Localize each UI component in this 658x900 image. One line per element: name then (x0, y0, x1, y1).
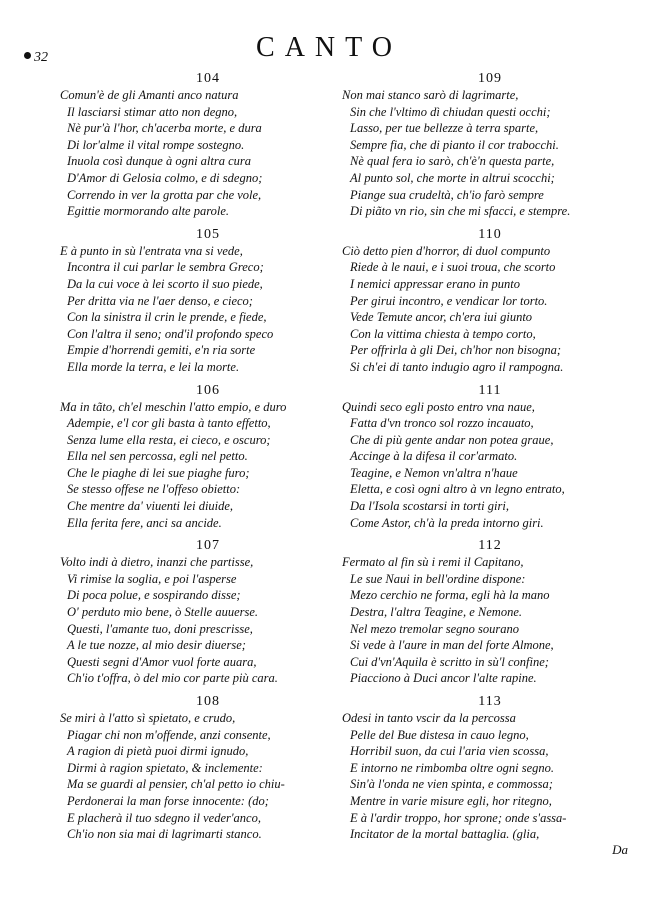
verse-line: Che mentre da' viuenti lei diuide, (67, 499, 234, 514)
verse-line: Di lor'alme il vital rompe sostegno. (67, 137, 245, 152)
catchword: Da (612, 842, 628, 857)
verse-line: E à l'ardir troppo, hor sprone; onde s'assa- (350, 810, 567, 825)
verse-line: Piagar chi non m'offende, anzi consente, (67, 727, 271, 742)
stanza (60, 537, 356, 687)
verse-line: Odesi in tanto vscir da la percossa (342, 711, 516, 725)
verse-line: Comun'è de gli Amanti anco natura (60, 88, 239, 102)
verse-line: O' perduto mio bene, ò Stelle auuerse. (67, 605, 259, 620)
verse-line: Questi, l'amante tuo, doni prescrisse, (67, 621, 253, 636)
verse-line: Vi rimise la soglia, e poi l'asperse (67, 571, 237, 586)
verse-line: Al punto sol, che morte in altrui scocchi; (350, 170, 555, 185)
verse-line: Ella ferita fere, anci sa ancide. (67, 515, 222, 530)
verse-line: Nel mezo tremolar segno sourano (350, 621, 519, 636)
verse-line: A le tue nozze, al mio desir diuerse; (67, 638, 246, 653)
verse-line: Si ch'ei di tanto indugio agro il rampogna. (350, 359, 564, 374)
stanza-number: 113 (478, 694, 502, 709)
verse-line: Incitator de la mortal battaglia. (glia, (350, 827, 540, 842)
verse-line: Horribil suon, da cui l'aria vien scossa, (350, 744, 549, 759)
verse-line: Perdonerai la man forse innocente: (do; (67, 793, 269, 808)
verse-line: E à punto in sù l'entrata vna si vede, (60, 243, 243, 258)
verse-line: Questi segni d'Amor vuol forte auara, (67, 654, 257, 669)
verse-line: Inuola così dunque à ogni altra cura (67, 154, 252, 169)
verse-line: Non mai stanco sarò di lagrimarte, (342, 88, 519, 102)
verse-line: Se miri à l'atto sì spietato, e crudo, (60, 711, 236, 725)
stanza-number: 108 (196, 694, 220, 709)
verse-line: Con la sinistra il crin le prende, e fiede, (67, 310, 267, 325)
verse-line: Per offrirla à gli Dei, ch'hor non bisogna; (350, 343, 561, 358)
verse-line: Dirmi à ragion spietato, & inclemente: (67, 760, 263, 775)
verse-line: Per dritta via ne l'aer denso, e cieco; (67, 293, 253, 308)
verse-line: Sempre fia, che di pianto il cor trabocchi. (350, 137, 559, 152)
stanza-number: 105 (196, 226, 220, 242)
verse-line: Come Astor, ch'à la preda intorno giri. (350, 515, 544, 530)
verse-line: Lasso, per tue bellezze à terra sparte, (350, 121, 539, 136)
verse-line: Pelle del Bue distesa in cauo legno, (350, 727, 529, 742)
verse-line: Teagine, e Nemon vn'altra n'haue (350, 465, 518, 480)
stanza (60, 226, 356, 376)
stanza (342, 693, 638, 843)
verse-line: Accinge à la difesa il cor'armato. (350, 449, 518, 464)
right-column (342, 70, 638, 843)
verse-line: D'Amor di Gelosia colmo, e di sdegno; (67, 170, 263, 185)
verse-line: Nè pur'à l'hor, ch'acerba morte, e dura (67, 121, 262, 136)
verse-line: Il lasciarsi stimar atto non degno, (67, 104, 238, 119)
verse-line: Riede à le naui, e i suoi troua, che scorto (350, 260, 556, 275)
verse-line: Cui d'vn'Aquila è scritto in sù'l confine; (350, 654, 549, 669)
verse-line: Ella nel sen percossa, egli nel petto. (67, 449, 248, 464)
stanza-number: 106 (196, 382, 220, 398)
verse-line: E placherà il tuo sdegno il veder'anco, (67, 810, 261, 825)
verse-line: Sin che l'vltimo dì chiudan questi occhi; (350, 104, 551, 119)
verse-line: Che di più gente andar non potea graue, (350, 432, 554, 447)
verse-line: Da la cui voce à lei scorto il suo piede, (67, 276, 263, 291)
stanza-number: 109 (478, 71, 502, 86)
verse-line: Piange sua crudeltà, ch'io farò sempre (350, 187, 544, 202)
verse-line: Per girui incontro, e vendicar lor torto. (350, 293, 548, 308)
stanza-number: 104 (196, 71, 220, 86)
verse-line: Vede Temute ancor, ch'era iui giunto (350, 310, 533, 325)
verse-line: Che le piaghe di lei sue piaghe furo; (67, 465, 250, 480)
verse-line: Correndo in ver la grotta par che vole, (67, 187, 262, 202)
stanza-number: 110 (478, 226, 502, 242)
verse-line: Eletta, e così ogni altro à vn legno entrato, (350, 482, 565, 497)
stanza (60, 693, 356, 843)
verse-line: Egittie mormorando alte parole. (67, 204, 230, 219)
verse-line: Nè qual fera io sarò, ch'è'n questa parte, (350, 154, 555, 169)
verse-line: Empie d'horrendi gemiti, e'n ria sorte (67, 343, 256, 358)
stanza (60, 70, 356, 220)
verse-line: I nemici appressar erano in punto (350, 276, 521, 291)
stanza (342, 226, 638, 376)
stanza (342, 382, 638, 532)
stanza (342, 70, 638, 220)
stanza (60, 382, 356, 532)
verse-line: Adempie, e'l cor gli basta à tanto effetto, (67, 416, 271, 431)
verse-line: Destra, l'altra Teagine, e Nemone. (350, 605, 522, 620)
stanza-number: 112 (478, 538, 502, 554)
running-head: CANTO (256, 32, 402, 63)
verse-line: Si vede à l'aure in man del forte Almone, (350, 638, 554, 653)
verse-line: Ma in tãto, ch'el meschin l'atto empio, e duro (60, 399, 287, 414)
verse-line: Piacciono à Duci ancor l'alte rapine. (350, 671, 537, 686)
verse-line: A ragion di pietà puoi dirmi ignudo, (67, 744, 249, 759)
page-number: 32 (24, 50, 48, 66)
verse-line: Fatta d'vn tronco sol rozzo incauato, (350, 416, 534, 431)
verse-line: Con la vittima chiesta à tempo corto, (350, 326, 536, 341)
stanza-number: 111 (478, 382, 502, 398)
verse-line: Sin'à l'onda ne vien spinta, e commossa; (350, 777, 553, 792)
verse-line: Mentre in varie misure egli, hor ritegno, (350, 793, 552, 808)
verse-line: Con l'altra il seno; ond'il profondo speco (67, 326, 274, 341)
verse-line: Ciò detto pien d'horror, di duol compunto (342, 243, 551, 258)
stanza-number: 107 (196, 538, 220, 554)
verse-line: Incontra il cui parlar le sembra Greco; (67, 260, 264, 275)
verse-line: Di piãto vn rio, sin che mi sfacci, e stempre. (350, 204, 571, 219)
left-column (60, 70, 356, 843)
verse-line: Ch'io t'offra, ò del mio cor parte più cara. (67, 671, 278, 686)
verse-line: Mezo cerchio ne forma, egli hà la mano (350, 588, 550, 603)
verse-line: Senza lume ella resta, ei cieco, e oscuro; (67, 432, 271, 447)
verse-line: Fermato al fin sù i remi il Capitano, (342, 555, 524, 570)
verse-line: Ma se guardi al pensier, ch'al petto io chiu- (67, 777, 285, 792)
verse-line: Ch'io non sia mai di lagrimarti stanco. (67, 827, 262, 842)
verse-line: Ella morde la terra, e lei la morte. (67, 359, 240, 374)
verse-line: E intorno ne rimbomba oltre ogni segno. (350, 760, 555, 775)
verse-line: Le sue Naui in bell'ordine dispone: (350, 571, 526, 586)
stanza (342, 537, 638, 687)
verse-line: Da l'Isola scostarsi in torti giri, (350, 499, 509, 514)
verse-line: Quindi seco egli posto entro vna naue, (342, 399, 535, 414)
verse-line: Volto indi à dietro, inanzi che partisse, (60, 555, 254, 570)
verse-line: Di poca polue, e sospirando disse; (67, 588, 241, 603)
verse-line: Se stesso offese ne l'offeso obietto: (67, 482, 241, 497)
